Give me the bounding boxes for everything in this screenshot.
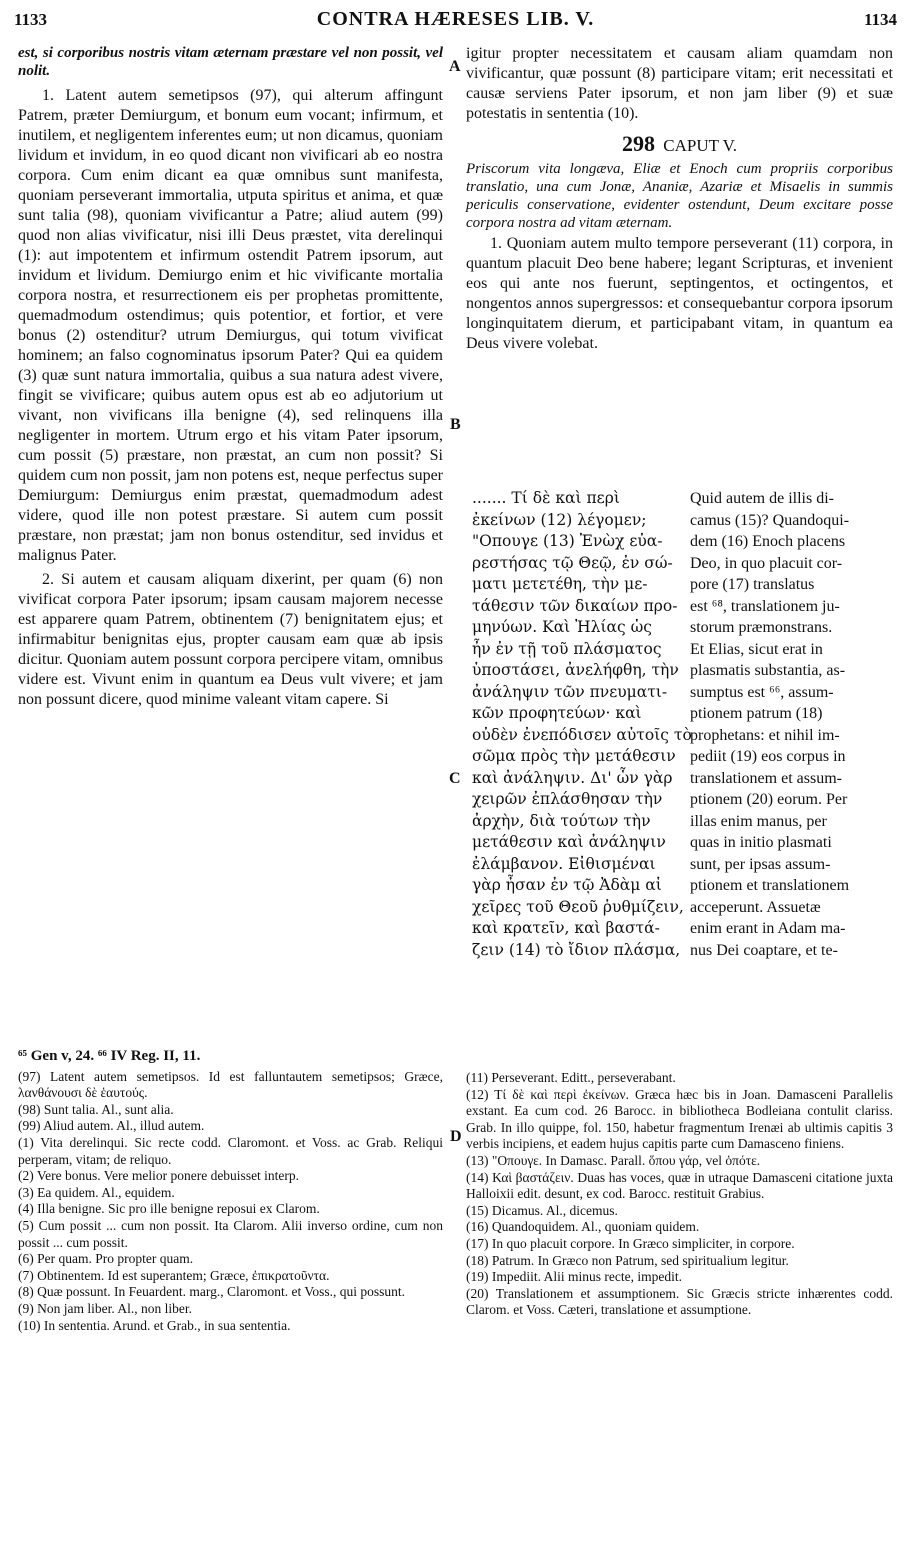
latin-line: translationem et assum-: [690, 769, 842, 787]
chapter-title: CAPUT V.: [663, 136, 737, 155]
margin-letter-a: A: [449, 58, 461, 75]
latin-line: illas enim manus, per: [690, 812, 827, 830]
chapter-number: 298: [622, 131, 656, 156]
right-column: [466, 44, 893, 356]
left-paragraph-1: 1. Latent autem semetipsos (97), qui alterum affingunt Patrem, præter Demiurgum, et bonum eum vocant; infirmum, et inutilem, et negligentem inferentes eum; ut non dicamus, quoniam lividum et invidum, in eo quod dicant non vivificari ab eo nostra corpora. Cum enim dicant ea quæ omnibus sunt manifesta, quoniam perseverant immortalia, utputa spiritus et anima, et quæ sunt talia (98), quoniam vivificantur a Patre; aliud autem (99) quod non alias vivificatur, nisi illi Deus præstet, vita derelinqui (1): aut impotentem et infirmum ostendit Patrem ipsorum, aut invidum et lividum. Demiurgo enim et hic vivificante mortalia corpora nostra, et resurrectionem eis per prophetas promittente, quemadmodum ostendimus; quis potentior, et fortior, et vere bonus (2) ostenditur? utrum Demiurgus, qui totum vivificat hominem; an falso cognominatus ipsorum Pater? Qui ea quidem (3) quæ sunt natura immortalia, quibus a sua natura adest vivere, fingit se vivificare; quibus autem opus est ab eo adjutorium ut vivant, non vivificans illa benigne (4), sed relinquens illa negligenter in mortem. Utrum ergo et his vitam Pater ipsorum, cum possit (5) præstare, non præstat, an cum non possit? Si quidem cum non possit, jam non potens est, neque perfectus super Demiurgum: Demiurgus enim præstat, quemadmodum adest videre, quod ille non potest præstare. Si autem cum possit præstare, non præstat; jam non bonus ostenditur, sed invidus et malignus Pater.: [18, 87, 443, 564]
latin-line: storum præmonstrans.: [690, 619, 833, 636]
margin-letter-c: C: [449, 770, 461, 787]
left-column: [18, 44, 443, 712]
greek-line: τάθεσιν τῶν δικαίων προ-: [472, 596, 678, 615]
latin-parallel-column: [690, 488, 893, 961]
margin-letter-d: D: [450, 1128, 462, 1145]
footnote: (9) Non jam liber. Al., non liber.: [18, 1300, 192, 1316]
greek-line: ἐλάμβανον. Εἰθισμέναι: [472, 854, 656, 873]
greek-line: "Οπουγε (13) Ἐνὼχ εὐα-: [472, 532, 663, 550]
greek-line: γὰρ ἦσαν ἐν τῷ Ἀδὰμ αἱ: [472, 876, 662, 894]
latin-line: quas in initio plasmati: [690, 834, 832, 851]
right-paragraph-intro: igitur propter necessitatem et causam aliam quamdam non vivificantur, quæ possunt (8) participare vitam; erit necessitati et causæ serviens Pater ipsorum, et non jam liber (9) et suæ potestatis in sententia (10).: [466, 45, 893, 122]
footnote: (99) Aliud autem. Al., illud autem.: [18, 1118, 205, 1134]
latin-line: pediit (19) eos corpus in: [690, 748, 846, 765]
latin-line: camus (15)? Quandoqui-: [690, 511, 850, 529]
footnote: (1) Vita derelinqui. Sic recte codd. Claromont. et Voss. ac Grab. Reliqui perperam, vitam; de reliquo.: [18, 1134, 443, 1167]
latin-line: prophetans: et nihil im-: [690, 726, 840, 744]
footnote: (5) Cum possit ... cum non possit. Ita Clarom. Alii inverso ordine, cum non possit ... cum possit.: [18, 1217, 443, 1250]
footnotes-left: [18, 1048, 443, 1334]
footnote: (4) Illa benigne. Sic pro ille benigne reposui ex Clarom.: [18, 1201, 320, 1217]
latin-line: Quid autem de illis di-: [690, 490, 834, 507]
footnote: (12) Τί δὲ καὶ περὶ ἐκείνων. Græca hæc bis in Joan. Damasceni Parallelis exstant. Ea cum cod. 26 Barocc. in bibliotheca Bodleiana contulit clariss. Grab. In illo quippe, fol. 150, habetur fragmentum Irenæi ab ultimis capitis 3 verbis incipiens, et eadem hujus capitis parte cum Damasceno finiens.: [466, 1086, 893, 1152]
greek-line: χεῖρες τοῦ Θεοῦ ῥυθμίζειν,: [472, 897, 684, 916]
footnote: (11) Perseverant. Editt., perseverabant.: [466, 1070, 676, 1085]
greek-line: καὶ κρατεῖν, καὶ βαστά-: [472, 919, 660, 937]
footnote: (20) Translationem et assumptionem. Sic Græcis stricte inhærentes codd. Clarom. et Voss. Cæteri, translatione et assumptione.: [466, 1285, 893, 1318]
greek-line: ζειν (14) τὸ ἴδιον πλάσμα,: [472, 940, 681, 959]
right-paragraph-1: 1. Quoniam autem multo tempore perseverant (11) corpora, in quantum placuit Deo bene habere; legant Scripturas, et invenient eos qui ante nos fuerunt, septingentos, et octingentos, et nongentos annos supergressos: et consequebantur corpora ipsorum longinquitatem dierum, et participabant vitam, in quantum ea Deus vivere volebat.: [466, 235, 893, 352]
latin-line: nus Dei coaptare, et te-: [690, 941, 838, 959]
page-header: [0, 6, 911, 36]
page-number-right: 1134: [863, 10, 897, 29]
greek-line: καὶ ἀνάληψιν. Δι' ὧν γὰρ: [472, 768, 673, 787]
footnote: (19) Impediit. Alii minus recte, impedit.: [466, 1269, 682, 1285]
greek-line: ἐκείνων (12) λέγομεν;: [472, 510, 647, 529]
latin-line: enim erant in Adam ma-: [690, 920, 846, 937]
greek-line: ματι μετετέθη, τὴν με-: [472, 575, 648, 593]
greek-line: ρεστήσας τῷ Θεῷ, ἐν σώ-: [472, 553, 673, 572]
greek-line: ὑποστάσει, ἀνελήφθη, τὴν: [472, 661, 679, 679]
latin-line: ptionem et translationem: [690, 877, 850, 894]
greek-line: σῶμα πρὸς τὴν μετάθεσιν: [472, 747, 676, 765]
latin-line: est ⁶⁸, translationem ju-: [690, 597, 840, 615]
footnote: (6) Per quam. Pro propter quam.: [18, 1251, 194, 1267]
footnote: (13) "Οπουγε. In Damasc. Parall. ὅπου γάρ, vel ὁπότε.: [466, 1152, 761, 1168]
footnote: (10) In sententia. Arund. et Grab., in sua sententia.: [18, 1317, 291, 1333]
footnote: (18) Patrum. In Græco non Patrum, sed spiritualium legitur.: [466, 1252, 789, 1268]
left-paragraph-intro: est, si corporibus nostris vitam æternam præstare vel non possit, vel nolit.: [18, 45, 443, 79]
footnote: (7) Obtinentem. Id est superantem; Græce, ἐπικρατοῦντα.: [18, 1267, 330, 1283]
greek-line: μετάθεσιν καὶ ἀνάληψιν: [472, 833, 666, 851]
latin-line: ptionem (20) eorum. Per: [690, 791, 848, 808]
greek-line: οὐδὲν ἐνεπόδισεν αὐτοῖς τὸ: [472, 725, 692, 744]
chapter-summary: Priscorum vita longæva, Eliæ et Enoch cum propriis corporibus translatio, una cum Jonæ, Ananiæ, Azariæ et Misaelis in summis periculis conservatione, evidenter ostendunt, Deum excitare posse corpora nostra ad vitam æternam.: [466, 161, 893, 231]
latin-line: Deo, in quo placuit cor-: [690, 554, 843, 572]
latin-line: sumptus est ⁶⁶, assum-: [690, 683, 834, 701]
left-paragraph-2: 2. Si autem et causam aliquam dixerint, per quam (6) non vivificat corpora Pater ipsorum; ipsam causam majorem necesse est apparere quam Patrem, obtinentem (7) benignitatem ejus; et infirmabitur benignitas ejus, propter causam eam quæ ab ipsis dicitur. Quoniam autem possunt corpora percipere vitam, omnibus videre est. Vivunt enim in quantum ea Deus vult vivere; et jam non possunt dicere, quod minime valeant vitam capere. Si: [18, 571, 443, 708]
latin-line: Et Elias, sicut erat in: [690, 640, 823, 658]
footnote: (17) In quo placuit corpore. In Græco simpliciter, in corpore.: [466, 1235, 795, 1251]
greek-line: χειρῶν ἐπλάσθησαν τὴν: [472, 790, 663, 808]
latin-line: dem (16) Enoch placens: [690, 533, 846, 550]
greek-line: ....... Τί δὲ καὶ περὶ: [472, 489, 620, 507]
greek-line: κῶν προφητεύων· καὶ: [472, 704, 642, 722]
footnote: (16) Quandoquidem. Al., quoniam quidem.: [466, 1219, 700, 1235]
footnote: (98) Sunt talia. Al., sunt alia.: [18, 1101, 174, 1117]
footnote: (8) Quæ possunt. In Feuardent. marg., Claromont. et Voss., qui possunt.: [18, 1284, 405, 1300]
greek-line: ἀνάληψιν τῶν πνευματι-: [472, 682, 668, 701]
latin-line: ptionem patrum (18): [690, 705, 823, 722]
footnote: (2) Vere bonus. Vere melior ponere debuisset interp.: [18, 1168, 300, 1184]
footnote: (3) Ea quidem. Al., equidem.: [18, 1184, 175, 1200]
footnote: (97) Latent autem semetipsos. Id est falluntautem semetipsos; Græce, λανθάνουσι δὲ ἑαυτούς.: [18, 1068, 443, 1101]
scripture-references: ⁶⁵ Gen v, 24. ⁶⁶ IV Reg. II, 11.: [18, 1048, 201, 1064]
page-number-left: 1133: [14, 10, 48, 29]
greek-column: [472, 488, 692, 961]
footnote: (14) Καὶ βαστάζειν. Duas has voces, quæ in utraque Damasceni citatione juxta Halloixii edit. desunt, ex cod. Barocc. restituit Grabius.: [466, 1169, 893, 1202]
footnotes-right: [466, 1070, 893, 1319]
running-title: CONTRA HÆRESES LIB. V.: [316, 8, 595, 30]
chapter-heading: [466, 131, 893, 156]
margin-letter-b: B: [450, 416, 461, 433]
latin-line: acceperunt. Assuetæ: [690, 898, 821, 916]
greek-line: ἀρχὴν, διὰ τούτων τὴν: [472, 811, 651, 830]
latin-line: plasmatis substantia, as-: [690, 662, 846, 679]
greek-line: μηνύων. Καὶ Ἠλίας ὡς: [472, 618, 652, 636]
footnote: (15) Dicamus. Al., dicemus.: [466, 1202, 618, 1218]
latin-line: sunt, per ipsas assum-: [690, 855, 831, 873]
latin-line: pore (17) translatus: [690, 576, 815, 593]
greek-line: ἦν ἐν τῇ τοῦ πλάσματος: [472, 639, 662, 658]
